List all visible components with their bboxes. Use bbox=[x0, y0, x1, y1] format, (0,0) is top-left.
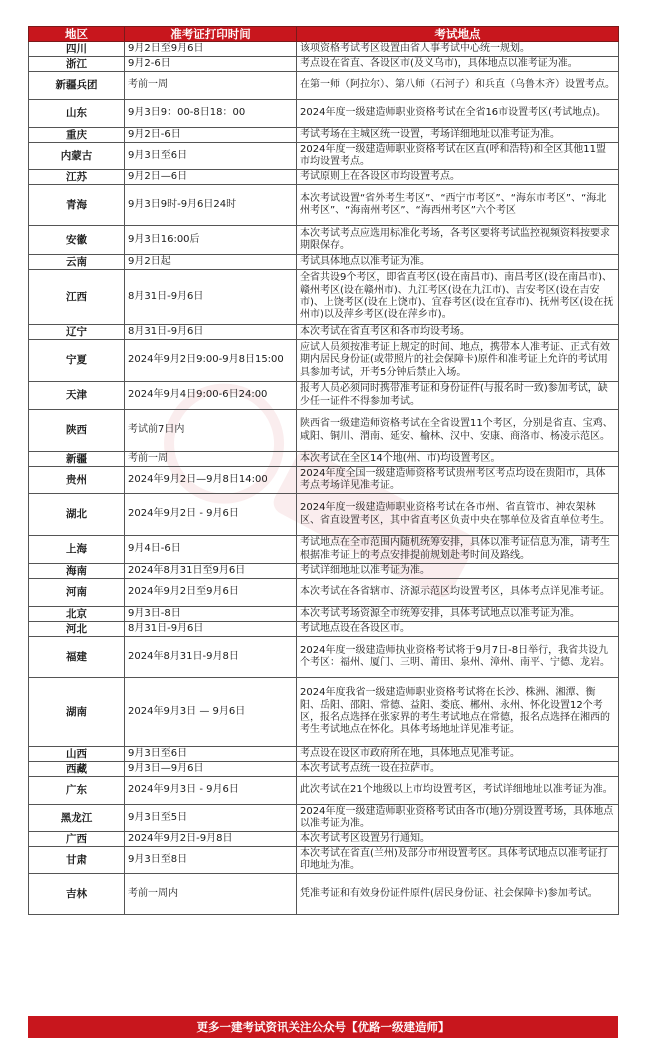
exam-location-cell: 2024年度一级建造师职业资格考试由各市(地)分别设置考场，具体地点以准考证为准。 bbox=[297, 805, 619, 832]
table-row bbox=[29, 128, 619, 143]
table-row bbox=[29, 832, 619, 847]
print-time-cell: 2024年9月3日 — 9月6日 bbox=[125, 678, 297, 747]
exam-location-cell: 2024年度一级建造师职业资格考试在区直(呼和浩特)和全区其他11盟市均设置考点。 bbox=[297, 143, 619, 170]
table-row bbox=[29, 467, 619, 494]
table-row bbox=[29, 607, 619, 622]
exam-location-cell: 2024年度我省一级建造师职业资格考试将在长沙、株洲、湘潭、衡阳、岳阳、邵阳、常德、益阳、娄底、郴州、永州、怀化设置12个考区，报名点选择在张家界的考生考试地点在常德，报名点选择在湘西的考生考试地点在怀化。具体考场地址详见准考证。 bbox=[297, 678, 619, 747]
region-cell: 浙江 bbox=[29, 57, 125, 72]
table-row bbox=[29, 143, 619, 170]
exam-location-cell: 2024年度一级建造师执业资格考试将于9月7日-8日举行，我省共设九个考区：福州、厦门、三明、莆田、泉州、漳州、南平、宁德、龙岩。 bbox=[297, 637, 619, 678]
exam-location-cell: 2024年度一级建造师职业资格考试在各市州、省直管市、神农架林区、省直设置考区，其中省直考区负责中央在鄂单位及省直单位考生。 bbox=[297, 494, 619, 536]
exam-location-cell: 陕西省一级建造师资格考试在全省设置11个考区，分别是省直、宝鸡、咸阳、铜川、渭南、延安、榆林、汉中、安康、商洛市、杨凌示范区。 bbox=[297, 410, 619, 452]
region-cell: 北京 bbox=[29, 607, 125, 622]
region-cell: 湖北 bbox=[29, 494, 125, 536]
print-time-cell: 9月2日-6日 bbox=[125, 128, 297, 143]
table-row bbox=[29, 536, 619, 564]
region-cell: 安徽 bbox=[29, 226, 125, 255]
table-row bbox=[29, 72, 619, 100]
region-cell: 新疆 bbox=[29, 452, 125, 467]
table-row bbox=[29, 678, 619, 747]
region-cell: 河北 bbox=[29, 622, 125, 637]
exam-location-cell: 考试地点在全市范围内随机统筹安排，具体以准考证信息为准，请考生根据准考证上的考点安排提前规划赴考时间及路线。 bbox=[297, 536, 619, 564]
print-time-cell: 2024年8月31日至9月6日 bbox=[125, 564, 297, 579]
print-time-cell: 2024年9月2日9:00-9月8日15:00 bbox=[125, 340, 297, 382]
table-row bbox=[29, 325, 619, 340]
region-cell: 黑龙江 bbox=[29, 805, 125, 832]
region-cell: 青海 bbox=[29, 185, 125, 226]
exam-location-cell: 考试地点设在各设区市。 bbox=[297, 622, 619, 637]
region-cell: 天津 bbox=[29, 382, 125, 410]
table-row bbox=[29, 185, 619, 226]
region-cell: 湖南 bbox=[29, 678, 125, 747]
print-time-cell: 8月31日-9月6日 bbox=[125, 622, 297, 637]
exam-location-cell: 本次考试考点应选用标准化考场，各考区要将考试监控视频资料按要求期限保存。 bbox=[297, 226, 619, 255]
exam-location-cell: 考试考场在主城区统一设置，考场详细地址以准考证为准。 bbox=[297, 128, 619, 143]
table-row bbox=[29, 564, 619, 579]
print-time-cell: 9月3日至8日 bbox=[125, 847, 297, 874]
print-time-cell: 9月3日至5日 bbox=[125, 805, 297, 832]
region-cell: 江苏 bbox=[29, 170, 125, 185]
exam-location-cell: 本次考试在省直考区和各市均设考场。 bbox=[297, 325, 619, 340]
region-cell: 西藏 bbox=[29, 762, 125, 777]
print-time-cell: 9月3日16:00后 bbox=[125, 226, 297, 255]
exam-location-cell: 该项资格考试考区设置由省人事考试中心统一规划。 bbox=[297, 42, 619, 57]
table-row bbox=[29, 270, 619, 325]
table-header-row bbox=[29, 27, 619, 42]
print-time-cell: 8月31日-9月6日 bbox=[125, 325, 297, 340]
print-time-cell: 9月3日9时-9月6日24时 bbox=[125, 185, 297, 226]
table-row bbox=[29, 226, 619, 255]
print-time-cell: 考前一周内 bbox=[125, 874, 297, 915]
print-time-cell: 2024年9月3日 - 9月6日 bbox=[125, 777, 297, 805]
exam-location-cell: 考点设在设区市政府所在地，具体地点见准考证。 bbox=[297, 747, 619, 762]
print-time-cell: 9月3日9：00-8日18：00 bbox=[125, 100, 297, 128]
exam-location-cell: 本次考试在各省辖市、济源示范区均设置考区，具体考点详见准考证。 bbox=[297, 579, 619, 607]
print-time-cell: 考前一周 bbox=[125, 72, 297, 100]
print-time-cell: 2024年9月2日 - 9月6日 bbox=[125, 494, 297, 536]
table-row bbox=[29, 777, 619, 805]
table-body bbox=[29, 42, 619, 915]
exam-location-cell: 本次考试在省直(兰州)及部分市州设置考区。具体考试地点以准考证打印地址为准。 bbox=[297, 847, 619, 874]
footer-banner: 更多一建考试资讯关注公众号【优路一级建造师】 bbox=[28, 1016, 618, 1038]
region-cell: 山东 bbox=[29, 100, 125, 128]
exam-location-cell: 考试具体地点以准考证为准。 bbox=[297, 255, 619, 270]
table-row bbox=[29, 340, 619, 382]
region-cell: 江西 bbox=[29, 270, 125, 325]
print-time-cell: 8月31日-9月6日 bbox=[125, 270, 297, 325]
table-row bbox=[29, 410, 619, 452]
exam-table-container bbox=[28, 26, 618, 915]
exam-location-cell: 在第一师（阿拉尔）、第八师（石河子）和兵直（乌鲁木齐）设置考点。 bbox=[297, 72, 619, 100]
exam-location-cell: 凭准考证和有效身份证件原件(居民身份证、社会保障卡)参加考试。 bbox=[297, 874, 619, 915]
table-row bbox=[29, 762, 619, 777]
header-print-time: 准考证打印时间 bbox=[125, 27, 297, 42]
print-time-cell: 2024年9月4日9:00-6日24:00 bbox=[125, 382, 297, 410]
exam-location-cell: 考试详细地址以准考证为准。 bbox=[297, 564, 619, 579]
region-cell: 云南 bbox=[29, 255, 125, 270]
region-cell: 山西 bbox=[29, 747, 125, 762]
exam-location-cell: 本次考试设置“省外考生考区”、“西宁市考区”、“海东市考区”、“海北州考区”、“海南州考区”、“海西州考区”六个考区 bbox=[297, 185, 619, 226]
print-time-cell: 考试前7日内 bbox=[125, 410, 297, 452]
header-exam-location: 考试地点 bbox=[297, 27, 619, 42]
region-cell: 辽宁 bbox=[29, 325, 125, 340]
exam-location-cell: 考点设在省直、各设区市(及义乌市)，具体地点以准考证为准。 bbox=[297, 57, 619, 72]
exam-location-cell: 本次考试考场资源全市统筹安排，具体考试地点以准考证为准。 bbox=[297, 607, 619, 622]
print-time-cell: 9月3日-8日 bbox=[125, 607, 297, 622]
header-region: 地区 bbox=[29, 27, 125, 42]
region-cell: 河南 bbox=[29, 579, 125, 607]
region-cell: 宁夏 bbox=[29, 340, 125, 382]
table-row bbox=[29, 622, 619, 637]
region-cell: 海南 bbox=[29, 564, 125, 579]
exam-location-cell: 2024年度一级建造师职业资格考试在全省16市设置考区(考试地点)。 bbox=[297, 100, 619, 128]
region-cell: 上海 bbox=[29, 536, 125, 564]
exam-location-cell: 此次考试在21个地级以上市均设置考区，考试详细地址以准考证为准。 bbox=[297, 777, 619, 805]
region-cell: 贵州 bbox=[29, 467, 125, 494]
region-cell: 福建 bbox=[29, 637, 125, 678]
region-cell: 新疆兵团 bbox=[29, 72, 125, 100]
print-time-cell: 2024年9月2日至9月6日 bbox=[125, 579, 297, 607]
print-time-cell: 9月3日至6日 bbox=[125, 747, 297, 762]
print-time-cell: 9月2-6日 bbox=[125, 57, 297, 72]
table-row bbox=[29, 452, 619, 467]
region-cell: 广东 bbox=[29, 777, 125, 805]
print-time-cell: 2024年8月31日-9月8日 bbox=[125, 637, 297, 678]
table-row bbox=[29, 382, 619, 410]
region-cell: 内蒙古 bbox=[29, 143, 125, 170]
table-row bbox=[29, 874, 619, 915]
region-cell: 四川 bbox=[29, 42, 125, 57]
exam-location-cell: 考试原则上在各设区市均设置考点。 bbox=[297, 170, 619, 185]
exam-location-cell: 报考人员必须同时携带准考证和身份证件(与报名时一致)参加考试，缺少任一证件不得参加考试。 bbox=[297, 382, 619, 410]
print-time-cell: 9月3日至6日 bbox=[125, 143, 297, 170]
region-cell: 陕西 bbox=[29, 410, 125, 452]
table-row bbox=[29, 170, 619, 185]
table-row bbox=[29, 255, 619, 270]
table-row bbox=[29, 747, 619, 762]
print-time-cell: 9月3日—9月6日 bbox=[125, 762, 297, 777]
exam-location-cell: 2024年度全国一级建造师资格考试贵州考区考点均设在贵阳市，具体考点考场详见准考证。 bbox=[297, 467, 619, 494]
table-row bbox=[29, 847, 619, 874]
region-cell: 广西 bbox=[29, 832, 125, 847]
print-time-cell: 考前一周 bbox=[125, 452, 297, 467]
region-cell: 吉林 bbox=[29, 874, 125, 915]
table-row bbox=[29, 805, 619, 832]
print-time-cell: 2024年9月2日-9月8日 bbox=[125, 832, 297, 847]
print-time-cell: 2024年9月2日—9月8日14:00 bbox=[125, 467, 297, 494]
print-time-cell: 9月4日-6日 bbox=[125, 536, 297, 564]
print-time-cell: 9月2日起 bbox=[125, 255, 297, 270]
exam-location-cell: 全省共设9个考区，即省直考区(设在南昌市)、南昌考区(设在南昌市)、赣州考区(设在赣州市)、九江考区(设在九江市)、吉安考区(设在吉安市)、上饶考区(设在上饶市)、宜春考区(设在宜春市)、抚州考区(设在抚州市)以及萍乡考区(设在萍乡市)。 bbox=[297, 270, 619, 325]
table-row bbox=[29, 494, 619, 536]
table-row bbox=[29, 57, 619, 72]
region-cell: 甘肃 bbox=[29, 847, 125, 874]
print-time-cell: 9月2日—6日 bbox=[125, 170, 297, 185]
table-row bbox=[29, 100, 619, 128]
region-cell: 重庆 bbox=[29, 128, 125, 143]
table-row bbox=[29, 42, 619, 57]
table-row bbox=[29, 579, 619, 607]
exam-location-cell: 本次考试考点统一设在拉萨市。 bbox=[297, 762, 619, 777]
exam-info-table bbox=[28, 26, 619, 915]
table-row bbox=[29, 637, 619, 678]
exam-location-cell: 本次考试考区设置另行通知。 bbox=[297, 832, 619, 847]
exam-location-cell: 应试人员须按准考证上规定的时间、地点，携带本人准考证、正式有效期内居民身份证(或带照片的社会保障卡)原件和准考证上允许的考试用具参加考试，开考5分钟后禁止入场。 bbox=[297, 340, 619, 382]
print-time-cell: 9月2日至9月6日 bbox=[125, 42, 297, 57]
exam-location-cell: 本次考试在全区14个地(州、市)均设置考区。 bbox=[297, 452, 619, 467]
